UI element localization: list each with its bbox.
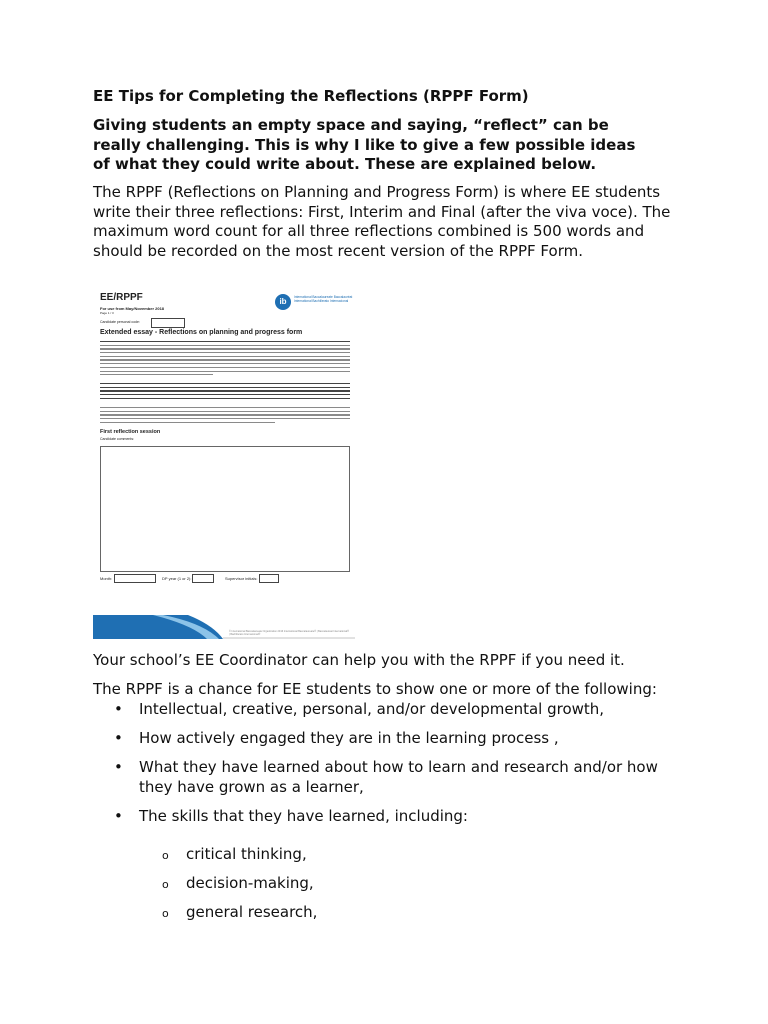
growth-bullet-list (93, 700, 683, 836)
list-item: o critical thinking, (93, 845, 317, 865)
list-item: o general research, (93, 903, 317, 923)
list-item: o decision-making, (93, 874, 317, 894)
form-title: EE/RPPF (100, 292, 143, 303)
form-dp-year-label: DP year (1 or 2): (162, 576, 192, 581)
form-candidate-instructions-text (100, 341, 350, 378)
form-candidate-code-label: Candidate personal code: (100, 320, 140, 324)
form-dp-year-select (192, 574, 214, 583)
intro-paragraph: Giving students an empty space and saying, “reflect” can be really challenging. This is why I like to give a few possible ideas of what they could write about. These are explained below. (93, 116, 636, 173)
form-page-number: Page 1 / 3 (100, 311, 114, 315)
form-month-select (114, 574, 156, 583)
form-candidate-code-box (151, 318, 185, 328)
coordinator-paragraph: Your school’s EE Coordinator can help you with the RPPF if you need it. (93, 651, 625, 669)
form-session: For use from May/November 2018 (100, 306, 165, 311)
rppf-form-image (93, 290, 355, 640)
ib-logo-icon: ib (275, 294, 291, 310)
form-candidate-comments-label: Candidate comments: (100, 437, 135, 441)
list-item: • Intellectual, creative, personal, and/or developmental growth, (93, 700, 683, 720)
skills-sub-list (93, 845, 317, 932)
form-supervisor-label: Supervisor initials: (225, 576, 258, 581)
form-heading: Extended essay - Reflections on planning and progress form (100, 329, 303, 336)
form-reflection-textbox (100, 446, 350, 572)
list-item: • How actively engaged they are in the learning process , (93, 729, 683, 749)
form-month-label: Month: (100, 576, 113, 581)
rppf-chance-paragraph: The RPPF is a chance for EE students to show one or more of the following: (93, 680, 657, 698)
form-copyright: © International Baccalaureate Organization 2016 International Baccalaureate® | Baccalauréat International® | Bachillerato Internacional® (229, 630, 349, 636)
form-requirement-text (100, 383, 350, 401)
form-footer-fields (100, 574, 350, 584)
ib-logo-text: International Baccalaureate Baccalauréat International Bachillerato Internacional (294, 295, 353, 303)
form-supervisor-instructions-text (100, 407, 350, 425)
document-title: EE Tips for Completing the Reflections (RPPF Form) (93, 87, 529, 105)
list-item: • The skills that they have learned, including: (93, 807, 683, 827)
rppf-description-paragraph: The RPPF (Reflections on Planning and Progress Form) is where EE students write their three reflections: First, Interim and Final (after the viva voce). The maximum word count for all three reflections combined is 500 words and should be recorded on the most recent version of the RPPF Form. (93, 183, 671, 261)
list-item: • What they have learned about how to learn and research and/or how they have grown as a learner, (93, 758, 683, 797)
form-supervisor-box (259, 574, 279, 583)
form-first-reflection-heading: First reflection session (100, 429, 161, 435)
